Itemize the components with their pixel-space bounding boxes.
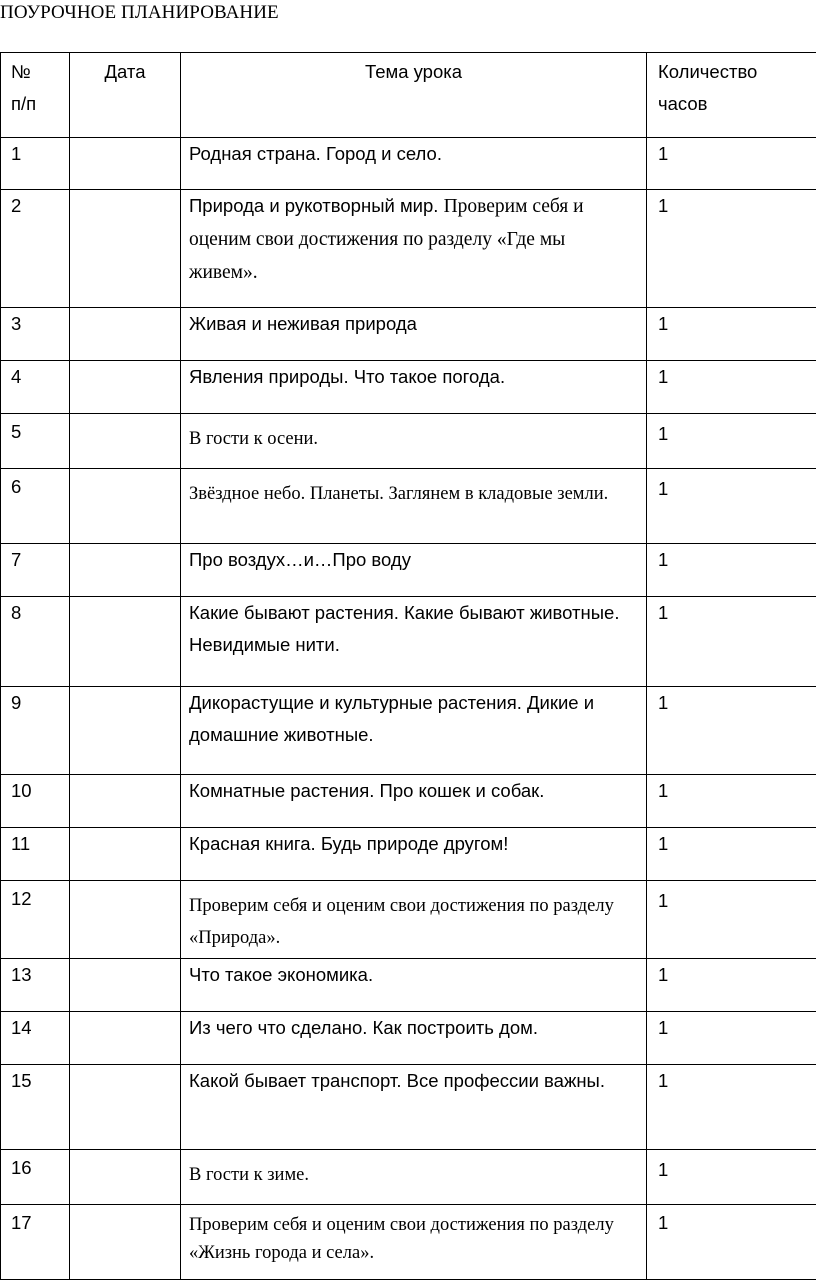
row-topic-part: Природа и рукотворный мир. xyxy=(189,195,438,216)
table-row xyxy=(1,959,816,1012)
row-date xyxy=(70,1065,181,1150)
table-row xyxy=(1,1205,816,1280)
row-number: 7 xyxy=(1,544,70,597)
table-row xyxy=(1,138,816,190)
table-row xyxy=(1,687,816,775)
table-row xyxy=(1,414,816,469)
row-number: 3 xyxy=(1,308,70,361)
row-date xyxy=(70,544,181,597)
row-topic: Явления природы. Что такое погода. xyxy=(181,361,647,414)
table-row xyxy=(1,881,816,959)
row-date xyxy=(70,138,181,190)
lesson-plan-table xyxy=(0,52,816,1280)
row-date xyxy=(70,308,181,361)
row-hours: 1 xyxy=(647,1205,816,1280)
row-date xyxy=(70,1205,181,1280)
header-hours-line1: Количество xyxy=(658,56,809,88)
row-hours: 1 xyxy=(647,138,816,190)
row-topic: Какие бывают растения. Какие бывают животные. Невидимые нити. xyxy=(181,597,647,687)
row-hours: 1 xyxy=(647,1065,816,1150)
row-date xyxy=(70,190,181,308)
header-hours-line2: часов xyxy=(658,88,809,120)
table-row xyxy=(1,544,816,597)
page-title: ПОУРОЧНОЕ ПЛАНИРОВАНИЕ xyxy=(0,2,279,24)
row-topic: Про воздух…и…Про воду xyxy=(181,544,647,597)
row-date xyxy=(70,1150,181,1205)
table-row xyxy=(1,1065,816,1150)
row-number: 2 xyxy=(1,190,70,308)
row-number: 10 xyxy=(1,775,70,828)
table-row xyxy=(1,775,816,828)
row-date xyxy=(70,469,181,544)
row-number: 11 xyxy=(1,828,70,881)
row-topic: В гости к зиме. xyxy=(181,1150,647,1205)
table-header-row xyxy=(1,53,816,138)
row-date xyxy=(70,361,181,414)
row-number: 15 xyxy=(1,1065,70,1150)
row-number: 9 xyxy=(1,687,70,775)
row-hours: 1 xyxy=(647,881,816,959)
table-row xyxy=(1,828,816,881)
row-number: 5 xyxy=(1,414,70,469)
row-hours: 1 xyxy=(647,414,816,469)
row-number: 14 xyxy=(1,1012,70,1065)
row-hours: 1 xyxy=(647,828,816,881)
header-date: Дата xyxy=(70,53,181,138)
row-topic: Из чего что сделано. Как построить дом. xyxy=(181,1012,647,1065)
header-number-line2: п/п xyxy=(11,88,61,120)
row-topic: Комнатные растения. Про кошек и собак. xyxy=(181,775,647,828)
row-number: 16 xyxy=(1,1150,70,1205)
table-row xyxy=(1,190,816,308)
row-topic xyxy=(181,190,647,308)
row-topic: В гости к осени. xyxy=(181,414,647,469)
table-row xyxy=(1,1012,816,1065)
row-hours: 1 xyxy=(647,469,816,544)
table-row xyxy=(1,469,816,544)
header-number xyxy=(1,53,70,138)
row-date xyxy=(70,687,181,775)
row-date xyxy=(70,881,181,959)
row-date xyxy=(70,1012,181,1065)
row-number: 6 xyxy=(1,469,70,544)
row-topic: Что такое экономика. xyxy=(181,959,647,1012)
row-topic: Родная страна. Город и село. xyxy=(181,138,647,190)
table-row xyxy=(1,308,816,361)
row-date xyxy=(70,597,181,687)
table-row xyxy=(1,361,816,414)
row-hours: 1 xyxy=(647,1012,816,1065)
row-topic: Живая и неживая природа xyxy=(181,308,647,361)
row-number: 12 xyxy=(1,881,70,959)
row-date xyxy=(70,775,181,828)
row-number: 4 xyxy=(1,361,70,414)
row-hours: 1 xyxy=(647,687,816,775)
row-date xyxy=(70,414,181,469)
table-row xyxy=(1,1150,816,1205)
row-topic: Звёздное небо. Планеты. Заглянем в кладовые земли. xyxy=(181,469,647,544)
row-topic: Красная книга. Будь природе другом! xyxy=(181,828,647,881)
row-hours: 1 xyxy=(647,959,816,1012)
row-hours: 1 xyxy=(647,308,816,361)
row-topic: Проверим себя и оценим свои достижения по разделу «Жизнь города и села». xyxy=(181,1205,647,1280)
table-row xyxy=(1,597,816,687)
row-hours: 1 xyxy=(647,190,816,308)
header-topic: Тема урока xyxy=(181,53,647,138)
row-number: 1 xyxy=(1,138,70,190)
row-hours: 1 xyxy=(647,597,816,687)
row-number: 8 xyxy=(1,597,70,687)
row-hours: 1 xyxy=(647,1150,816,1205)
header-hours xyxy=(647,53,816,138)
row-date xyxy=(70,959,181,1012)
row-date xyxy=(70,828,181,881)
row-topic-continuation: Проверим себя и оценим свои достижения по разделу «Где мы живем». xyxy=(189,196,584,283)
row-hours: 1 xyxy=(647,361,816,414)
row-hours: 1 xyxy=(647,775,816,828)
row-number: 17 xyxy=(1,1205,70,1280)
row-number: 13 xyxy=(1,959,70,1012)
row-topic: Дикорастущие и культурные растения. Дикие и домашние животные. xyxy=(181,687,647,775)
row-hours: 1 xyxy=(647,544,816,597)
row-topic: Проверим себя и оценим свои достижения по разделу «Природа». xyxy=(181,881,647,959)
header-number-line1: № xyxy=(11,56,61,88)
row-topic: Какой бывает транспорт. Все профессии важны. xyxy=(181,1065,647,1150)
